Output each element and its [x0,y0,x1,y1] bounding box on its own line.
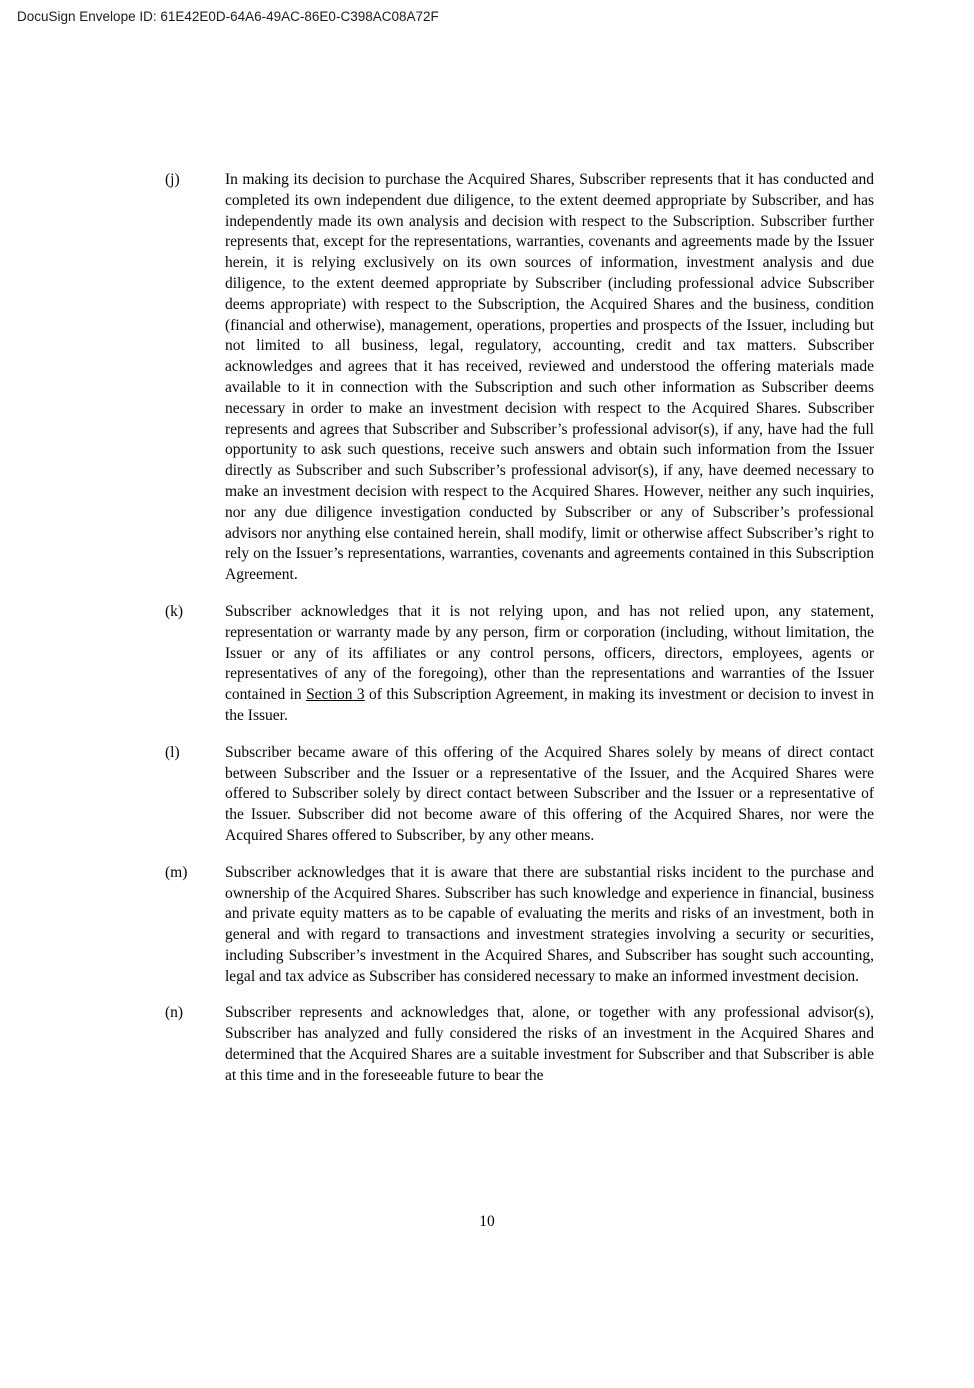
paragraph-k-text-after: of this Subscription Agreement, in making its investment or decision to invest in the Issuer. [225,686,874,724]
document-body [165,170,874,1103]
paragraph-n [165,1003,874,1086]
paragraph-m-text: Subscriber acknowledges that it is aware that there are substantial risks incident to the purchase and ownership of the Acquired Shares. Subscriber has such knowledge and experience in financial, business and private equity matters as to be capable of evaluating the merits and risks of an investment, both in general and with regard to transactions and investment strategies involving a security or securities, including Subscriber’s investment in the Acquired Shares, and Subscriber has sought such accounting, legal and tax advice as Subscriber has considered necessary to make an informed investment decision. [225,863,874,985]
section-3-reference: Section 3 [306,686,365,704]
page-number: 10 [479,1213,495,1230]
paragraph-j-label: (j) [165,171,180,188]
paragraph-k-label: (k) [165,602,184,620]
paragraph-l-text: Subscriber became aware of this offering of the Acquired Shares solely by means of direct contact between Subscriber and the Issuer or a representative of the Issuer, and the Acquired Shares were offered to Subscriber solely by direct contact between Subscriber and the Issuer or a representative of the Issuer. Subscriber did not become aware of this offering of the Acquired Shares, nor were the Acquired Shares offered to Subscriber, by any other means. [225,743,874,844]
paragraph-k [165,602,874,727]
paragraph-n-text: Subscriber represents and acknowledges that, alone, or together with any professional advisor(s), Subscriber has analyzed and fully considered the risks of an investment in the Acquired Shares and determined that the Acquired Shares are a suitable investment for Subscriber and that Subscriber is able at this time and in the foreseeable future to bear the [225,1004,874,1084]
paragraph-j [165,170,874,586]
paragraph-m-label: (m) [165,863,188,881]
paragraph-l-label: (l) [165,743,180,761]
paragraph-l [165,743,874,847]
paragraph-j-text: In making its decision to purchase the Acquired Shares, Subscriber represents that it has conducted and completed its own independent due diligence, to the extent deemed appropriate by Subscriber, and has independently made its own analysis and decision with respect to the Subscription. Subscriber further represents that, except for the representations, warranties, covenants and agreements made by the Issuer herein, it is relying exclusively on its own sources of information, investment analysis and due diligence, to the extent deemed appropriate by Subscriber (including professional advice Subscriber deems appropriate) with respect to the Subscription, the Acquired Shares and the business, condition (financial and otherwise), management, operations, properties and prospects of the Issuer, including but not limited to all business, legal, regulatory, accounting, credit and tax matters. Subscriber acknowledges and agrees that it has received, reviewed and understood the offering materials made available to it in connection with the Subscription and such other information as Subscriber deems necessary in order to make an investment decision with respect to the Acquired Shares. Subscriber represents and agrees that Subscriber and Subscriber’s professional advisor(s), if any, have had the full opportunity to ask such questions, receive such answers and obtain such information from the Issuer directly as Subscriber and such Subscriber’s professional advisor(s), if any, have deemed necessary to make an investment decision with respect to the Acquired Shares. However, neither any such inquiries, nor any due diligence investigation conducted by Subscriber or any of Subscriber’s professional advisors nor anything else contained herein, shall modify, limit or otherwise affect Subscriber’s right to rely on the Issuer’s representations, warranties, covenants and agreements contained in this Subscription Agreement. [225,171,874,584]
docusign-envelope-id: DocuSign Envelope ID: 61E42E0D-64A6-49AC-86E0-C398AC08A72F [17,9,439,24]
paragraph-m [165,863,874,988]
paragraph-n-label: (n) [165,1004,184,1022]
paragraph-k-text-before: Subscriber acknowledges that it is not relying upon, and has not relied upon, any statement, representation or warranty made by any person, firm or corporation (including, without limitation, the Issuer or any of its affiliates or any control persons, officers, directors, employees, agents or representatives of any of the foregoing), other than the representations and warranties of the Issuer contained in [225,602,874,704]
